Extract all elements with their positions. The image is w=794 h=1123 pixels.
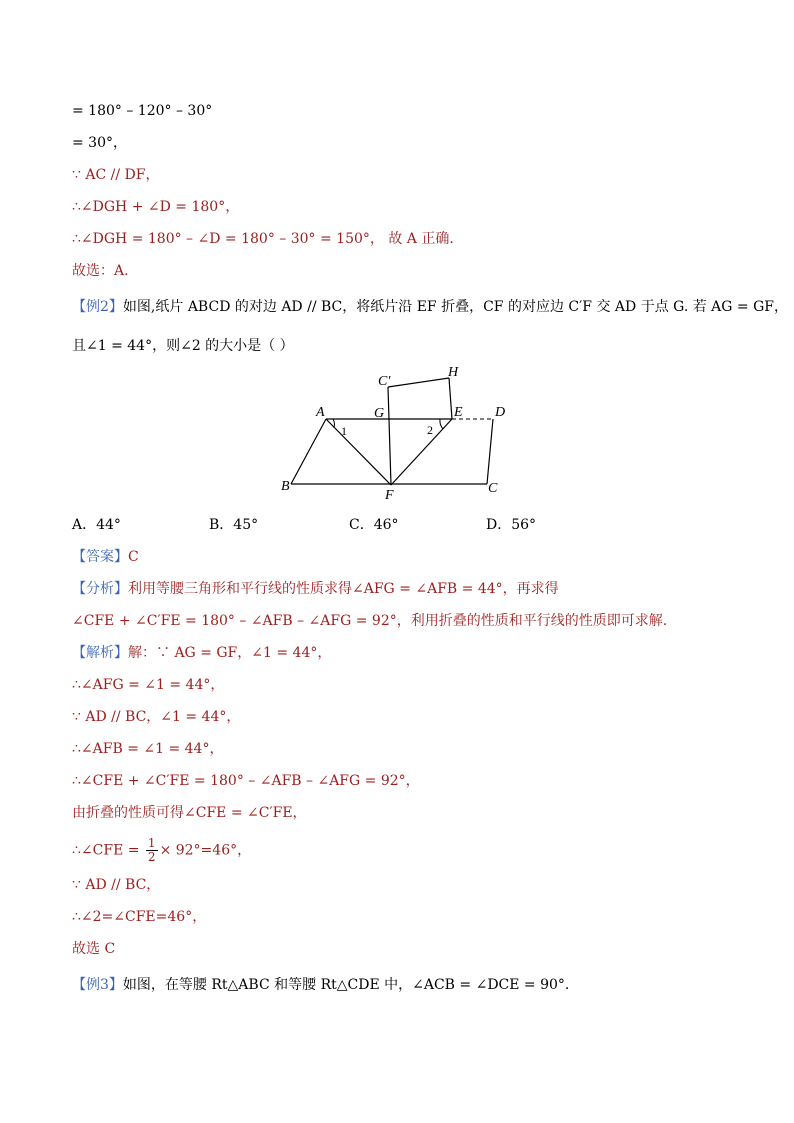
segment-fc-prime bbox=[388, 387, 391, 485]
example3-tag: 【例3】 bbox=[72, 977, 123, 993]
analysis-line bbox=[72, 579, 559, 599]
choice-b: B．45° bbox=[209, 517, 259, 533]
solution-step: ∴∠AFB = ∠1 = 44°， bbox=[72, 741, 224, 757]
choice-c: C．46° bbox=[349, 517, 399, 533]
fraction-lead: ∴∠CFE = bbox=[72, 842, 144, 859]
solution-step: ∴∠CFE + ∠C′FE = 180° – ∠AFB – ∠AFG = 92°， bbox=[72, 773, 420, 789]
label-g: G bbox=[374, 406, 385, 421]
solution-step: ∵ AD // BC，∠1 = 44°， bbox=[72, 709, 241, 725]
choice-d: D．56° bbox=[486, 517, 537, 533]
solution-step-fraction bbox=[72, 837, 251, 864]
segment-dc bbox=[487, 419, 493, 484]
solution-step: ∵ AD // BC， bbox=[72, 877, 161, 893]
equation-line: = 180° – 120° – 30° bbox=[72, 103, 213, 119]
label-angle-1: 1 bbox=[341, 424, 347, 438]
label-c-prime: C′ bbox=[378, 374, 391, 389]
equation-text: ∴∠DGH = 180° – ∠D = 180° – 30° = 150°， bbox=[72, 231, 384, 247]
example2-statement bbox=[72, 297, 788, 317]
segment-cprime-h bbox=[388, 378, 449, 387]
example2-tag: 【例2】 bbox=[72, 299, 123, 315]
label-c: C bbox=[488, 481, 498, 496]
solution-step: ∴∠AFG = ∠1 = 44°， bbox=[72, 677, 225, 693]
label-h: H bbox=[448, 365, 459, 380]
answer-value: C bbox=[128, 549, 139, 565]
folding-figure bbox=[270, 360, 520, 505]
conclusion-text: 故 A 正确. bbox=[388, 231, 454, 247]
fraction-tail: × 92°=46°， bbox=[159, 842, 252, 859]
reason-line: ∴∠DGH + ∠D = 180°， bbox=[72, 199, 240, 215]
reason-line: ∵ AC // DF， bbox=[72, 167, 160, 183]
label-angle-2: 2 bbox=[427, 423, 433, 437]
segment-af bbox=[326, 419, 391, 485]
fraction-numerator: 1 bbox=[147, 836, 156, 850]
solution-line bbox=[72, 643, 331, 663]
label-a: A bbox=[316, 405, 325, 420]
segment-ba bbox=[291, 419, 326, 484]
label-f: F bbox=[385, 488, 394, 503]
reason-line bbox=[72, 229, 454, 249]
example3-statement bbox=[72, 975, 569, 995]
fraction-half bbox=[146, 837, 158, 864]
analysis-line-2: ∠CFE + ∠C′FE = 180° – ∠AFB – ∠AFG = 92°，利用折叠的性质和平行线的性质即可求解. bbox=[72, 613, 668, 629]
label-b: B bbox=[281, 479, 290, 494]
analysis-text: 利用等腰三角形和平行线的性质求得∠AFG = ∠AFB = 44°，再求得 bbox=[128, 581, 559, 597]
answer-tag: 【答案】 bbox=[72, 549, 128, 565]
choice-a: A．44° bbox=[72, 517, 121, 533]
example3-text: 如图，在等腰 Rt△ABC 和等腰 Rt△CDE 中，∠ACB = ∠DCE = 90°. bbox=[122, 977, 570, 993]
fraction-denominator: 2 bbox=[147, 850, 156, 864]
label-e: E bbox=[454, 405, 463, 420]
equation-line: = 30°， bbox=[72, 135, 127, 151]
solution-tag: 【解析】 bbox=[72, 645, 128, 661]
answer-line bbox=[72, 547, 139, 567]
solution-step: ∴∠2=∠CFE=46°， bbox=[72, 909, 207, 925]
analysis-tag: 【分析】 bbox=[72, 581, 128, 597]
solution-conclusion: 故选 C bbox=[72, 941, 116, 957]
label-d: D bbox=[495, 405, 506, 420]
solution-step: 由折叠的性质可得∠CFE = ∠C′FE， bbox=[72, 805, 307, 821]
solution-text: 解：∵ AG = GF，∠1 = 44°， bbox=[128, 645, 332, 661]
angle-2-arc bbox=[440, 419, 443, 429]
example2-question: 且∠1 = 44°，则∠2 的大小是（ ） bbox=[72, 338, 294, 354]
choose-line: 故选：A. bbox=[72, 263, 129, 279]
example2-text: 如图,纸片 ABCD 的对边 AD // BC，将纸片沿 EF 折叠，CF 的对应边 C′F 交 AD 于点 G. 若 AG = GF， bbox=[122, 299, 789, 315]
segment-h-e bbox=[449, 378, 452, 419]
